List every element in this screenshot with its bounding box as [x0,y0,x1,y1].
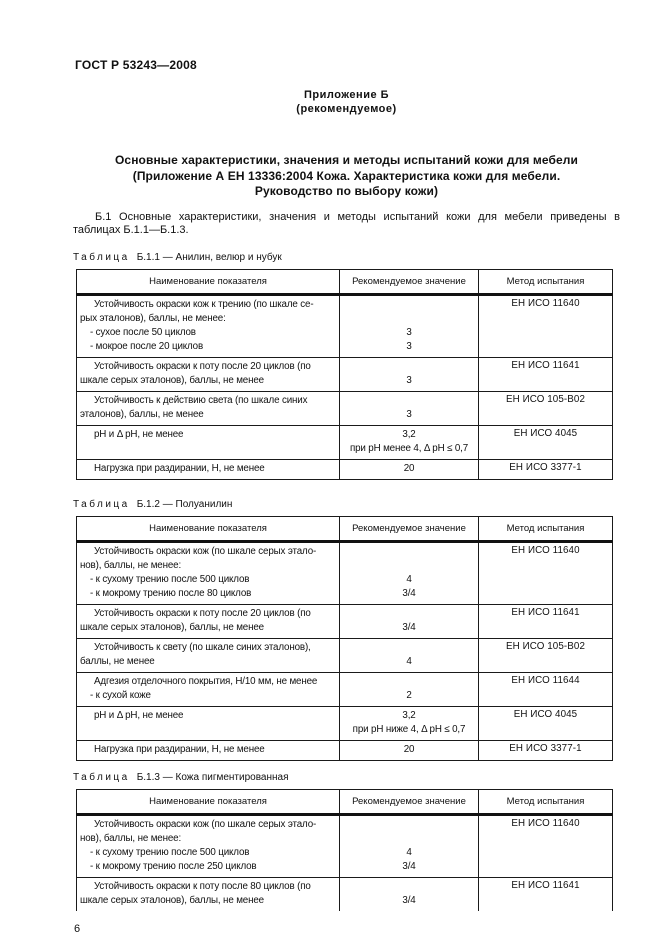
col-header-indicator: Наименование показателя [77,516,340,541]
method-cell: ЕН ИСО 11640 [479,294,613,357]
value-cell [340,672,479,706]
value-line: 3/4 [402,587,416,599]
indicator-cell [77,357,340,391]
table-row [77,672,613,706]
method-cell: ЕН ИСО 11640 [479,814,613,877]
value-line [343,675,475,689]
method-cell: ЕН ИСО 11640 [479,541,613,604]
indicator-cell [77,638,340,672]
table-caption-text: Б.1.3 — Кожа пигментированная [136,771,289,783]
value-line [343,832,475,846]
indicator-line: - к мокрому трению после 80 циклов [90,587,252,599]
table-caption [73,252,620,263]
characteristics-table-b13 [76,789,613,911]
table-header-row [77,269,613,294]
value-line: при pH ниже 4, Δ pH ≤ 0,7 [352,723,466,735]
indicator-line: баллы, не менее [80,655,155,667]
value-line: 2 [406,689,412,701]
table-row [77,877,613,911]
indicator-line: Устойчивость окраски к поту после 20 циклов (по [94,607,311,619]
indicator-line: Устойчивость окраски кож (по шкале серых этало- [94,818,317,830]
method-cell: ЕН ИСО 4045 [479,425,613,459]
method-cell: ЕН ИСО 11641 [479,357,613,391]
indicator-line: Нагрузка при раздирании, Н, не менее [94,743,265,755]
indicator-line: - к сухой коже [90,689,151,701]
indicator-cell [77,425,340,459]
value-line [343,607,475,621]
value-line: 3 [406,374,412,386]
indicator-line: шкале серых эталонов), баллы, не менее [80,374,264,386]
method-cell: ЕН ИСО 4045 [479,706,613,740]
indicator-line: pH и Δ pH, не менее [94,709,184,721]
indicator-line: шкале серых эталонов), баллы, не менее [80,621,264,633]
value-line: 20 [403,743,415,755]
value-line [343,360,475,374]
indicator-line: - сухое после 50 циклов [90,326,196,338]
value-line [343,641,475,655]
value-cell [340,541,479,604]
indicator-line: - к сухому трению после 500 циклов [90,846,250,858]
indicator-cell [77,294,340,357]
appendix-heading [73,88,620,116]
value-line [343,312,475,326]
col-header-indicator: Наименование показателя [77,789,340,814]
method-cell: ЕН ИСО 11641 [479,877,613,911]
value-line [343,559,475,573]
indicator-line: нов), баллы, не менее: [80,832,182,844]
table-row [77,357,613,391]
indicator-line: Устойчивость окраски кож к трению (по шкале се- [94,298,314,310]
indicator-line: шкале серых эталонов), баллы, не менее [80,894,264,906]
indicator-line: - к сухому трению после 500 циклов [90,573,250,585]
indicator-line: Устойчивость окраски к поту после 20 циклов (по [94,360,311,372]
method-cell: ЕН ИСО 105-В02 [479,638,613,672]
indicator-line: Нагрузка при раздирании, Н, не менее [94,462,265,474]
method-cell: ЕН ИСО 105-В02 [479,391,613,425]
indicator-line: - мокрое после 20 циклов [90,340,204,352]
indicator-line: pH и Δ pH, не менее [94,428,184,440]
col-header-value: Рекомендуемое значение [340,269,479,294]
table-row [77,706,613,740]
table-caption-word: Таблица [73,251,130,263]
intro-paragraph [73,211,620,237]
table-caption-word: Таблица [73,771,130,783]
indicator-line: эталонов), баллы, не менее [80,408,204,420]
value-line: 3 [406,340,412,352]
value-line: 3,2 [402,709,416,721]
indicator-line: рых эталонов), баллы, не менее: [80,312,226,324]
col-header-method: Метод испытания [479,516,613,541]
indicator-cell [77,706,340,740]
indicator-line [80,723,336,737]
section-title [73,153,620,200]
col-header-indicator: Наименование показателя [77,269,340,294]
table-caption-text: Б.1.1 — Анилин, велюр и нубук [136,251,282,263]
indicator-line: Устойчивость к свету (по шкале синих эталонов), [94,641,311,653]
value-cell [340,294,479,357]
section-title-line: (Приложение А ЕН 13336:2004 Кожа. Характеристика кожи для мебели. [132,168,561,183]
value-cell [340,425,479,459]
value-line: 3/4 [402,621,416,633]
indicator-cell [77,877,340,911]
table-header-row [77,516,613,541]
appendix-title: Приложение Б [303,89,390,101]
indicator-cell [77,814,340,877]
table-block-b11 [73,252,620,480]
doc-number: ГОСТ Р 53243—2008 [75,58,197,72]
value-line [343,394,475,408]
table-row [77,425,613,459]
table-caption [73,499,620,510]
value-line: при pH менее 4, Δ pH ≤ 0,7 [349,442,469,454]
value-cell [340,706,479,740]
indicator-line: Устойчивость окраски кож (по шкале серых этало- [94,545,317,557]
table-block-b12 [73,499,620,761]
method-cell: ЕН ИСО 3377-1 [479,459,613,479]
indicator-cell [77,541,340,604]
col-header-method: Метод испытания [479,269,613,294]
indicator-line: Устойчивость окраски к поту после 80 циклов (по [94,880,311,892]
value-line: 20 [403,462,415,474]
indicator-line [80,442,336,456]
table-row [77,459,613,479]
intro-paragraph-text: Б.1 Основные характеристики, значения и методы испытаний кожи для мебели приведены в таблицах Б.1.1—Б.1.3. [73,210,620,236]
indicator-cell [77,672,340,706]
value-cell [340,357,479,391]
table-row [77,740,613,760]
value-line [343,298,475,312]
page-number: 6 [74,922,81,935]
table-caption [73,772,620,783]
value-cell [340,391,479,425]
value-line: 3,2 [402,428,416,440]
indicator-line: нов), баллы, не менее: [80,559,182,571]
method-cell: ЕН ИСО 11641 [479,604,613,638]
table-row [77,814,613,877]
table-row [77,604,613,638]
value-line [343,880,475,894]
value-cell [340,638,479,672]
indicator-cell [77,604,340,638]
characteristics-table-b11 [76,269,613,480]
value-line [343,818,475,832]
table-row [77,391,613,425]
table-block-b13 [73,772,620,911]
section-title-line: Руководство по выбору кожи) [254,184,439,198]
value-line: 4 [406,846,412,858]
indicator-cell [77,740,340,760]
appendix-subtitle: (рекомендуемое) [296,103,397,115]
value-line: 4 [406,655,412,667]
value-cell [340,740,479,760]
col-header-value: Рекомендуемое значение [340,789,479,814]
table-caption-word: Таблица [73,498,130,510]
value-cell [340,814,479,877]
method-cell: ЕН ИСО 11644 [479,672,613,706]
value-line: 3/4 [402,894,416,906]
indicator-line: Адгезия отделочного покрытия, Н/10 мм, не менее [94,675,318,687]
value-cell [340,877,479,911]
indicator-line: Устойчивость к действию света (по шкале синих [94,394,308,406]
table-header-row [77,789,613,814]
table-row [77,541,613,604]
col-header-value: Рекомендуемое значение [340,516,479,541]
table-row [77,638,613,672]
indicator-cell [77,459,340,479]
value-line: 3 [406,326,412,338]
table-caption-text: Б.1.2 — Полуанилин [136,498,233,510]
value-line: 4 [406,573,412,585]
section-title-line: Основные характеристики, значения и методы испытаний кожи для мебели [115,153,578,167]
value-cell [340,459,479,479]
table-row [77,294,613,357]
method-cell: ЕН ИСО 3377-1 [479,740,613,760]
col-header-method: Метод испытания [479,789,613,814]
indicator-cell [77,391,340,425]
value-line: 3/4 [402,860,416,872]
indicator-line: - к мокрому трению после 250 циклов [90,860,257,872]
characteristics-table-b12 [76,516,613,761]
value-line: 3 [406,408,412,420]
value-cell [340,604,479,638]
value-line [343,545,475,559]
